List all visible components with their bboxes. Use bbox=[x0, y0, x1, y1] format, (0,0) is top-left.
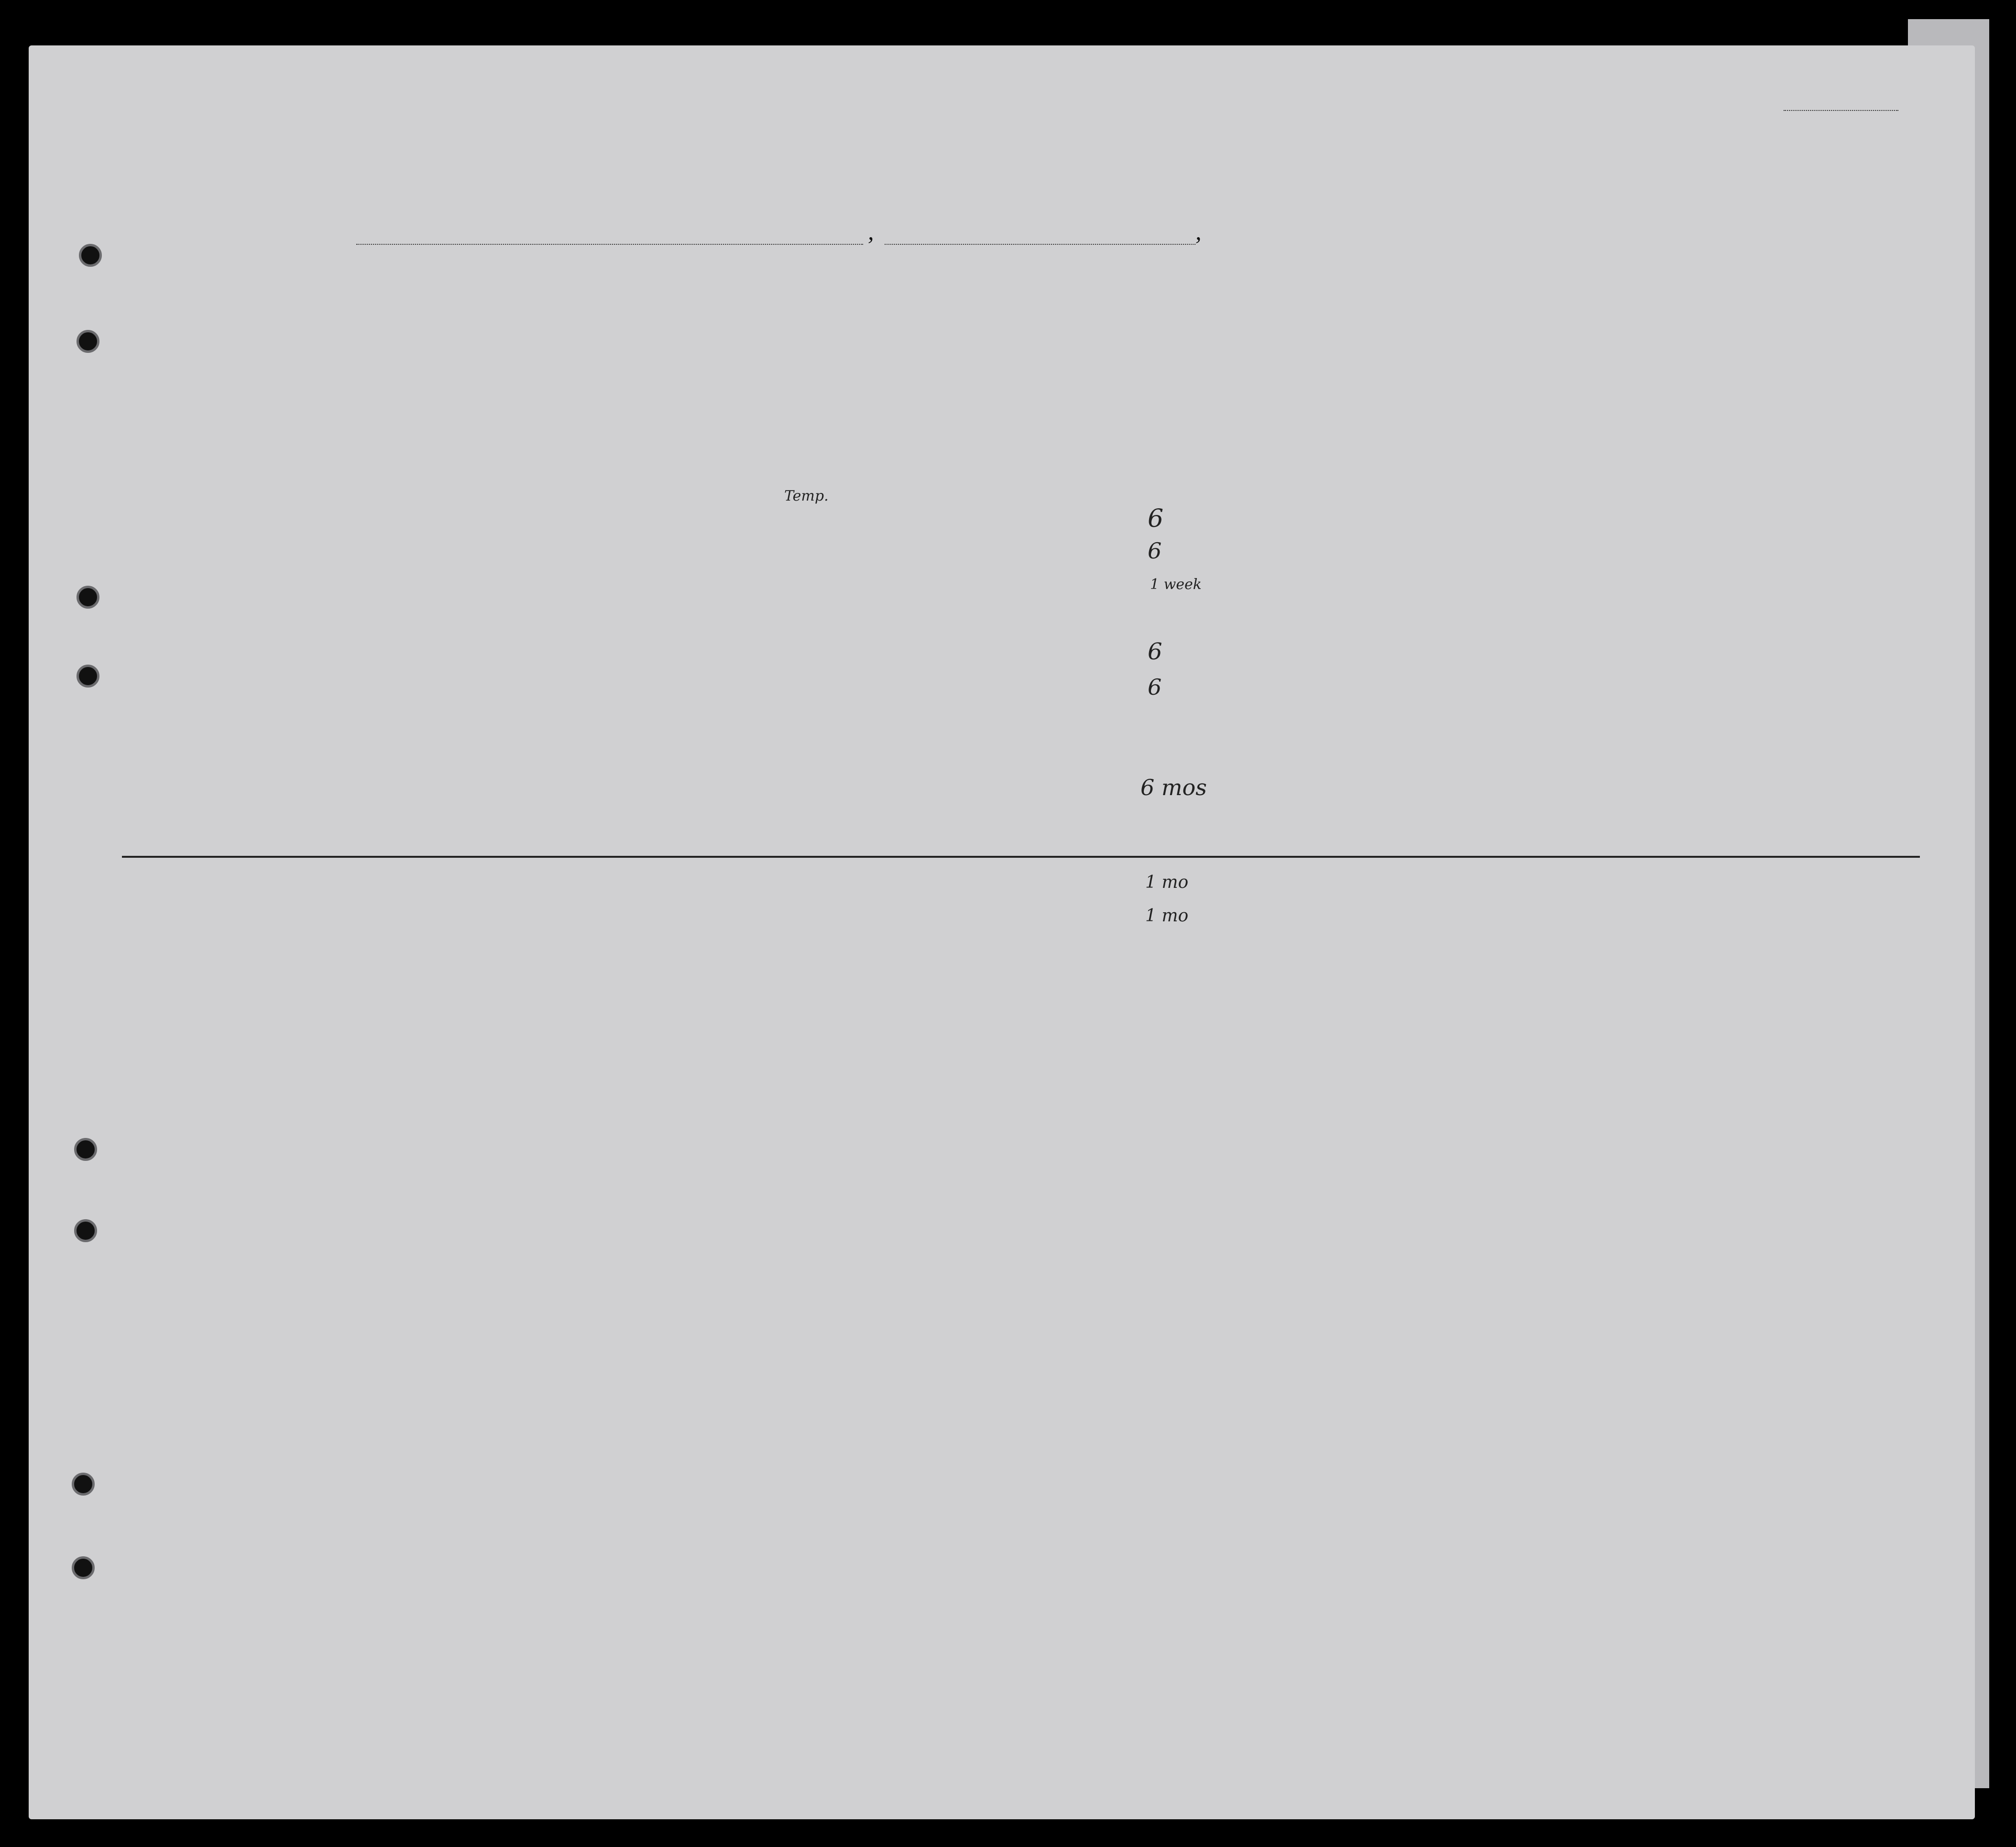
binding-hole bbox=[72, 1473, 95, 1496]
hand-6-row3: 6 bbox=[1148, 538, 1162, 564]
section-separator bbox=[122, 856, 1920, 858]
binding-hole bbox=[74, 1219, 97, 1242]
hand-1mo-row12: 1 mo bbox=[1145, 873, 1189, 892]
hand-note-temp: Temp. bbox=[784, 488, 829, 504]
binding-hole bbox=[79, 244, 102, 267]
hand-6-row2: 6 bbox=[1148, 504, 1164, 533]
binding-hole bbox=[77, 330, 99, 353]
hand-6mos-row9: 6 mos bbox=[1140, 775, 1207, 800]
binding-hole bbox=[74, 1138, 97, 1161]
hand-1week: 1 week bbox=[1150, 576, 1202, 593]
date-line bbox=[885, 244, 1195, 245]
list-number-line bbox=[1784, 110, 1898, 111]
hand-1mo-row13: 1 mo bbox=[1145, 906, 1189, 926]
hand-6-row6: 6 bbox=[1148, 638, 1162, 665]
manifest-sheet bbox=[29, 45, 1975, 1819]
manifest-page: , , Temp. 6 6 1 week 6 6 6 mos 1 mo 1 mo bbox=[0, 0, 2016, 1847]
binding-hole bbox=[77, 665, 99, 688]
binding-hole bbox=[77, 586, 99, 609]
hand-6-row7: 6 bbox=[1148, 674, 1162, 700]
port-line bbox=[356, 244, 863, 245]
binding-hole bbox=[72, 1556, 95, 1579]
